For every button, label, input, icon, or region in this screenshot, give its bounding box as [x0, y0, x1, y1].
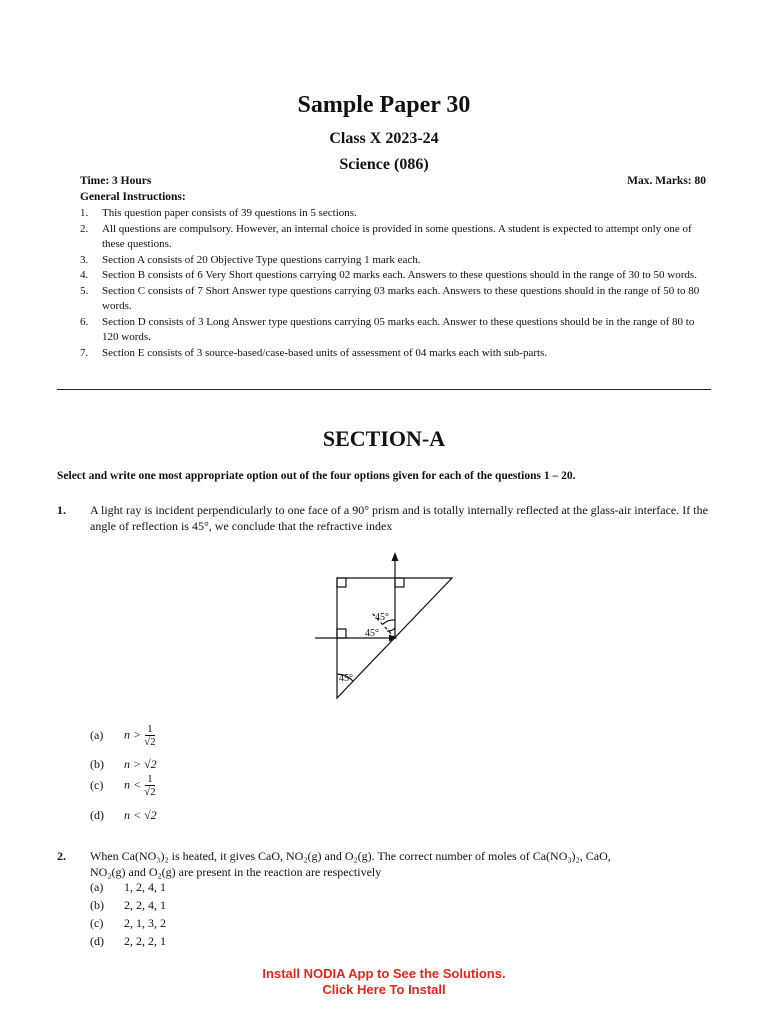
instruction-item [80, 315, 712, 346]
option-label: (c) [90, 916, 104, 930]
instruction-text: Section C consists of 7 Short Answer type questions carrying 03 marks each. Answers to these questions should in the range of 50 to 80 words. [102, 284, 700, 312]
instruction-number: 2. [80, 222, 89, 235]
question-1-option-b[interactable] [90, 757, 157, 772]
install-app-link[interactable]: Install NODIA App to See the Solutions. [262, 966, 506, 981]
instruction-item [80, 346, 712, 362]
question-1-option-c[interactable] [90, 773, 156, 798]
instruction-text: All questions are compulsory. However, an internal choice is provided in some questions. A student is expected to attempt only one of these questions. [102, 222, 692, 250]
instruction-item [80, 222, 712, 253]
instruction-item [80, 268, 712, 284]
incident-arrowhead [389, 635, 397, 642]
instruction-number: 6. [80, 315, 89, 328]
instruction-number: 1. [80, 207, 89, 219]
instruction-text: Section E consists of 3 source-based/case-based units of assessment of 04 marks each with sub-parts. [102, 346, 548, 359]
question-2-option-d[interactable] [90, 934, 166, 949]
option-text: 2, 2, 4, 1 [124, 898, 166, 912]
instruction-number: 5. [80, 284, 89, 297]
instruction-text: Section D consists of 3 Long Answer type questions carrying 05 marks each. Answer to these questions should be in the range of 80 to 120 words. [102, 315, 695, 343]
section-directive: Select and write one most appropriate option out of the four options given for each of the questions 1 – 20. [57, 470, 576, 482]
fraction-numerator: 1 [147, 723, 153, 735]
instruction-number: 4. [80, 269, 89, 281]
fraction-numerator: 1 [147, 773, 153, 785]
general-instructions-heading: General Instructions: [80, 191, 186, 203]
option-label: (a) [90, 728, 104, 742]
option-prefix: n < [124, 777, 142, 792]
question-2-line-1: When Ca(NO₃)₂ is heated, it gives CaO, NO₂(g) and O₂(g). The correct number of moles of Ca(NO₃)₂, CaO, [90, 849, 611, 863]
question-2-option-b[interactable] [90, 898, 166, 913]
question-1-option-a[interactable] [90, 723, 156, 748]
reflected-arrowhead [392, 552, 399, 561]
option-label: (a) [90, 880, 104, 894]
instruction-item [80, 206, 712, 222]
paper-title: Sample Paper 30 [297, 92, 471, 118]
instruction-text: Section A consists of 20 Objective Type questions carrying 1 mark each. [102, 253, 421, 266]
instruction-text: Section B consists of 6 Very Short questions carrying 02 marks each. Answers to these questions should in the range of 30 to 50 words. [102, 269, 697, 281]
question-2-line-2: NO₂(g) and O₂(g) are present in the reaction are respectively [90, 865, 382, 879]
option-text: n < √2 [124, 808, 157, 822]
instruction-text: This question paper consists of 39 questions in 5 sections. [102, 207, 357, 219]
fraction-denominator: √2 [144, 786, 156, 798]
question-2-option-c[interactable] [90, 916, 166, 931]
option-text: 2, 1, 3, 2 [124, 916, 166, 930]
option-text [124, 773, 156, 798]
angle-label: 45° [365, 628, 379, 639]
max-marks-label: Max. Marks: 80 [627, 175, 706, 187]
option-text: 1, 2, 4, 1 [124, 880, 166, 894]
fraction-denominator: √2 [144, 736, 156, 748]
section-title: SECTION-A [322, 426, 446, 451]
instruction-item [80, 253, 712, 269]
question-2-option-a[interactable] [90, 880, 166, 895]
prism-diagram [305, 548, 465, 708]
option-label: (b) [90, 898, 104, 912]
question-2-number: 2. [57, 849, 66, 863]
option-label: (c) [90, 778, 104, 792]
angle-arc [387, 628, 395, 631]
class-line: Class X 2023-24 [329, 130, 439, 147]
instruction-number: 3. [80, 253, 89, 266]
angle-label: 45° [375, 612, 389, 623]
angle-label: 45° [339, 673, 353, 684]
question-1-option-d[interactable] [90, 808, 157, 823]
fraction [144, 773, 156, 798]
option-text: 2, 2, 2, 1 [124, 934, 166, 948]
instructions-list [80, 206, 712, 361]
section-divider [57, 389, 711, 390]
fraction [144, 723, 156, 748]
time-label: Time: 3 Hours [80, 175, 152, 187]
click-to-install-link[interactable]: Click Here To Install [322, 982, 446, 997]
question-1-number: 1. [57, 503, 66, 517]
right-angle-marker [337, 578, 346, 587]
right-angle-marker [395, 578, 404, 587]
option-label: (d) [90, 808, 104, 822]
option-text [124, 723, 156, 748]
subject-line: Science (086) [339, 156, 429, 173]
option-label: (b) [90, 757, 104, 771]
instruction-number: 7. [80, 346, 89, 359]
option-label: (d) [90, 934, 104, 948]
right-angle-marker [337, 629, 346, 638]
instruction-item [80, 284, 712, 315]
question-1-text: A light ray is incident perpendicularly to one face of a 90° prism and is totally internally reflected at the glass-air interface. If the angle of reflection is 45°, we conclude that the refractive index [90, 503, 708, 533]
option-text: n > √2 [124, 757, 157, 771]
option-prefix: n > [124, 727, 142, 742]
